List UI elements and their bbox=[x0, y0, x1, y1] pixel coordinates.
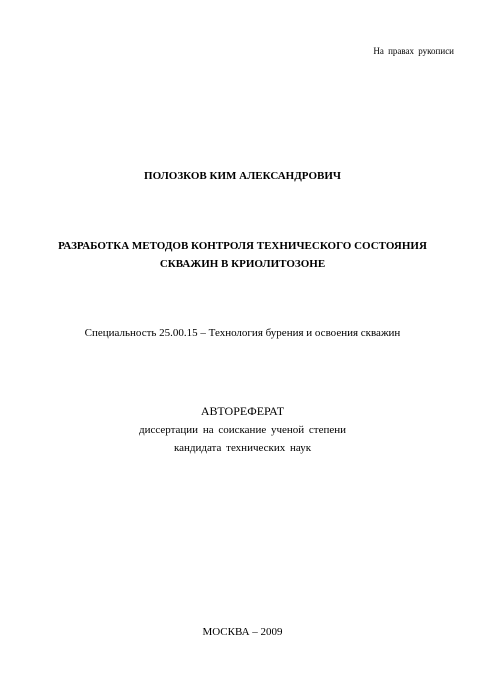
thesis-title-line-1: РАЗРАБОТКА МЕТОДОВ КОНТРОЛЯ ТЕХНИЧЕСКОГО СОСТОЯНИЯ bbox=[58, 240, 427, 252]
rights-note: На правах рукописи bbox=[373, 46, 454, 56]
document-type: АВТОРЕФЕРАТ bbox=[200, 404, 285, 418]
specialty-line: Специальность 25.00.15 – Технология бурения и освоения скважин bbox=[84, 327, 401, 339]
dissertation-line-1: диссертации на соискание ученой степени bbox=[138, 424, 347, 436]
thesis-title-line-2: СКВАЖИН В КРИОЛИТОЗОНЕ bbox=[159, 258, 326, 270]
place-year: МОСКВА – 2009 bbox=[202, 626, 283, 638]
dissertation-line-2: кандидата технических наук bbox=[173, 442, 312, 454]
author-name: ПОЛОЗКОВ КИМ АЛЕКСАНДРОВИЧ bbox=[144, 170, 341, 182]
